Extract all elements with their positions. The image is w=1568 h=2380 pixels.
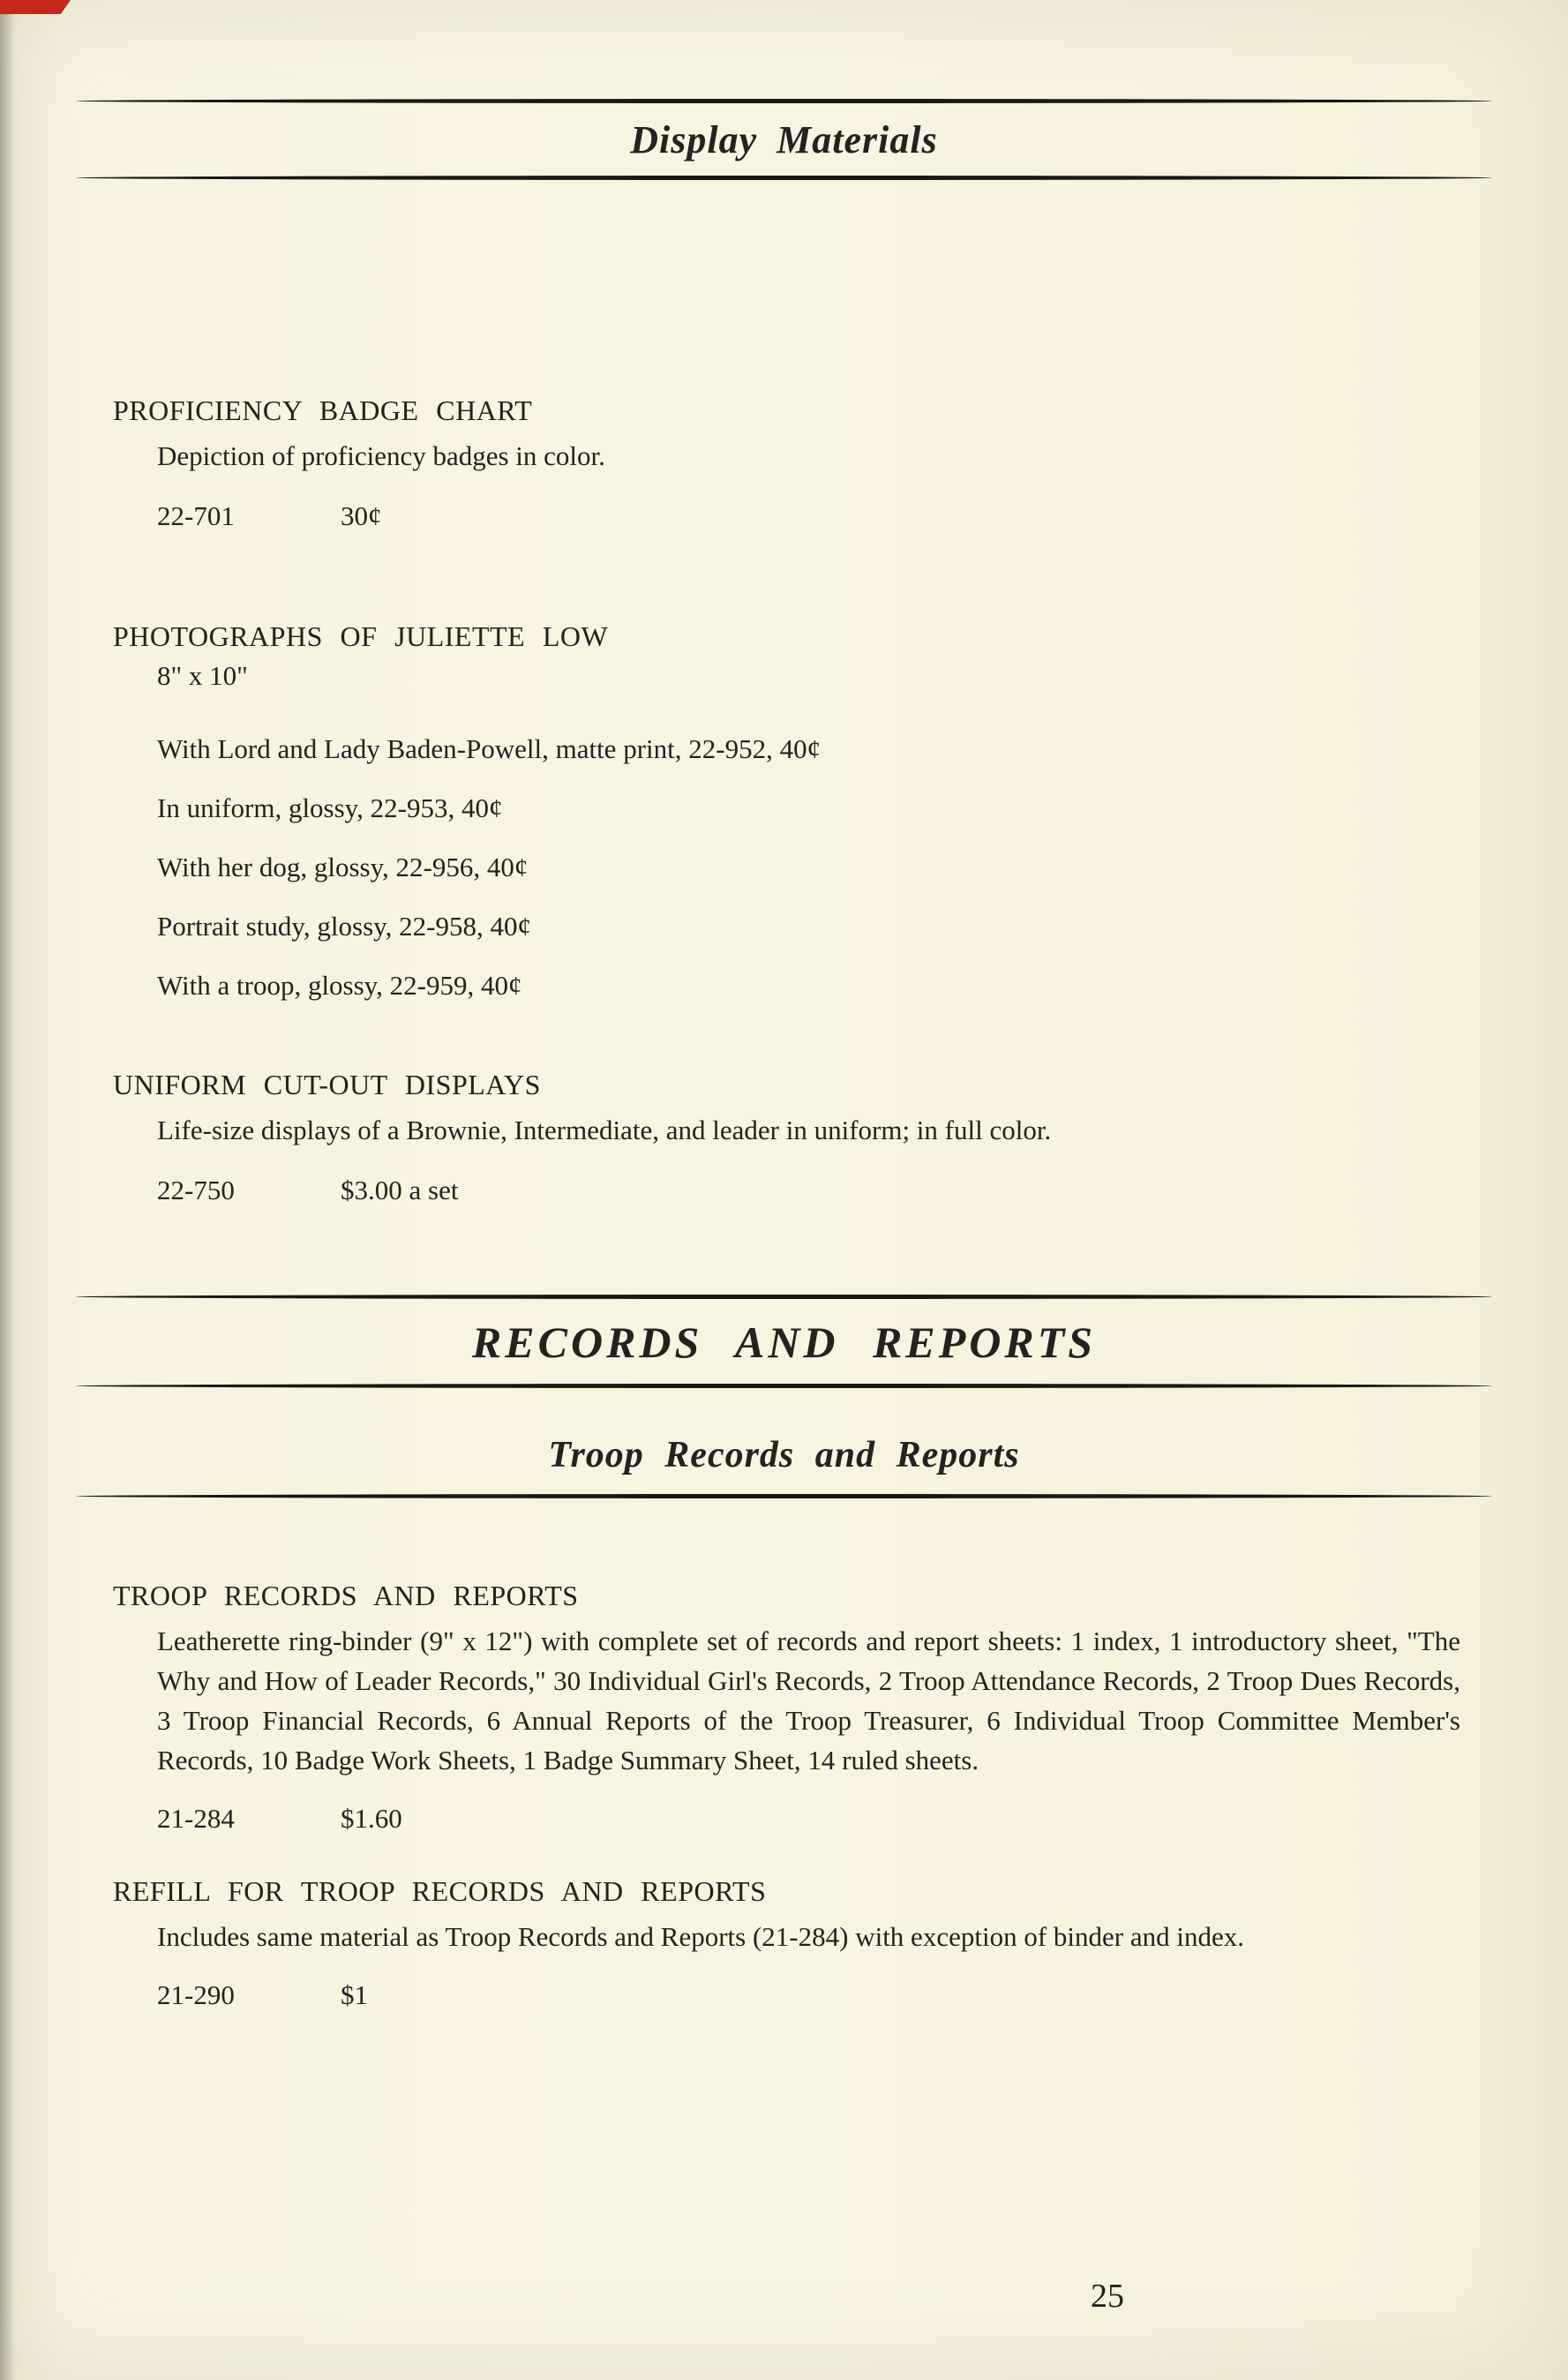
catalog-item-refill — [76, 1875, 1492, 2011]
item-codeline-troop-records — [157, 1803, 1492, 1835]
catalog-item-uniform-displays — [76, 1069, 1492, 1206]
divider-under-title — [76, 176, 1492, 180]
section-subtitle-troop-records: Troop Records and Reports — [548, 1435, 1020, 1475]
item-heading-uniform-displays: UNIFORM CUT-OUT DISPLAYS — [113, 1069, 541, 1100]
divider-under-troop-title — [76, 1494, 1492, 1498]
item-codeline-uniform-displays — [157, 1175, 1492, 1206]
item-price-uniform-displays: $3.00 a set — [341, 1175, 459, 1205]
page-number: 25 — [1091, 2278, 1124, 2315]
catalog-item-photographs — [76, 620, 1492, 1005]
item-heading-badge-chart: PROFICIENCY BADGE CHART — [113, 394, 533, 426]
photo-variants-list — [157, 729, 1492, 1005]
photo-variant-line: With Lord and Lady Baden-Powell, matte print, 22-952, 40¢ — [157, 733, 822, 764]
page-title: Display Materials — [630, 118, 938, 161]
item-description-uniform-displays: Life-size displays of a Brownie, Intermediate, and leader in uniform; in full color. — [157, 1115, 1052, 1145]
catalog-item-troop-records — [76, 1580, 1492, 1835]
item-code-uniform-displays: 22-750 — [157, 1175, 235, 1205]
item-price-troop-records: $1.60 — [341, 1803, 402, 1834]
item-heading-troop-records: TROOP RECORDS AND REPORTS — [113, 1580, 579, 1611]
item-code-troop-records: 21-284 — [157, 1803, 235, 1834]
item-heading-photographs: PHOTOGRAPHS OF JULIETTE LOW — [113, 620, 609, 652]
item-description-troop-records: Leatherette ring-binder (9" x 12") with complete set of records and report sheets: 1 index, 1 introductory sheet, "The Why and How of Leader Records," 30 Individual Girl's Records, 2 Troop Attendance Records, 2 Troop Dues Records, 3 Troop Financial Records, 6 Annual Reports of the Troop Treasurer, 6 Individual Troop Committee Member's Records, 10 Badge Work Sheets, 1 Badge Summary Sheet, 14 ruled sheets. — [157, 1625, 1460, 1776]
divider-above-records — [76, 1295, 1492, 1299]
item-price-refill: $1 — [341, 1979, 368, 2010]
item-codeline-refill — [157, 1979, 1492, 2011]
item-size-photographs: 8" x 10" — [157, 660, 248, 691]
section-title-records-and-reports: RECORDS AND REPORTS — [471, 1318, 1097, 1367]
item-description-badge-chart: Depiction of proficiency badges in color. — [157, 440, 605, 471]
photo-variant-line: With a troop, glossy, 22-959, 40¢ — [157, 970, 522, 1001]
item-heading-refill: REFILL FOR TROOP RECORDS AND REPORTS — [113, 1875, 767, 1907]
item-code-refill: 21-290 — [157, 1979, 235, 2010]
photo-variant-line: With her dog, glossy, 22-956, 40¢ — [157, 852, 529, 882]
item-price-badge-chart: 30¢ — [341, 500, 382, 531]
photo-variant-line: In uniform, glossy, 22-953, 40¢ — [157, 792, 503, 823]
item-description-refill: Includes same material as Troop Records and Reports (21-284) with exception of binder and index. — [157, 1921, 1244, 1952]
catalog-item-badge-chart — [76, 394, 1492, 532]
item-codeline-badge-chart — [157, 500, 1492, 532]
photo-variant-line: Portrait study, glossy, 22-958, 40¢ — [157, 911, 531, 942]
divider-top — [76, 99, 1492, 103]
item-code-badge-chart: 22-701 — [157, 500, 235, 531]
divider-under-records — [76, 1384, 1492, 1388]
